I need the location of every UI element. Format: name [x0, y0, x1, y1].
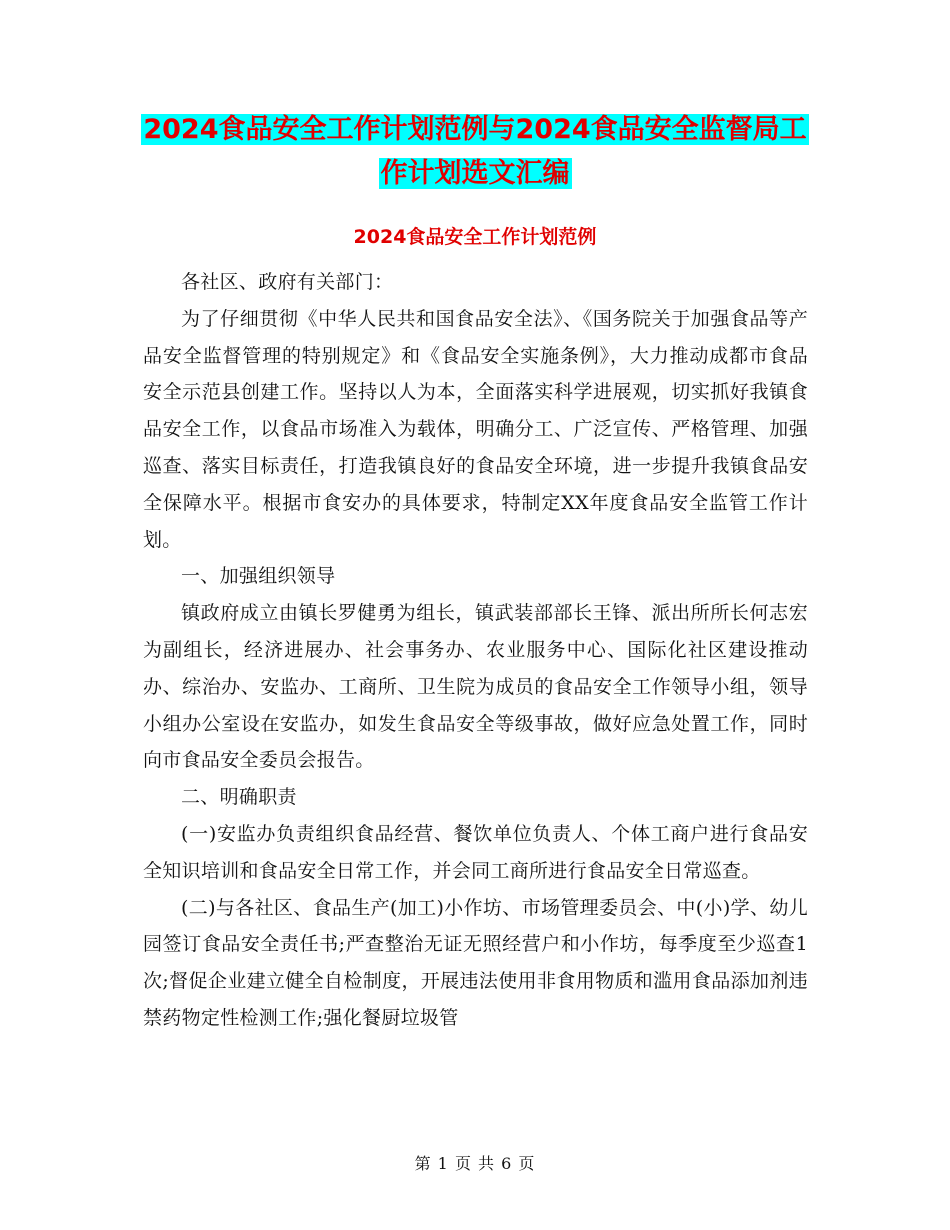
paragraph-responsibility-1: (一)安监办负责组织食品经营、餐饮单位负责人、个体工商户进行食品安全知识培训和食品安全日常工作，并会同工商所进行食品安全日常巡查。 [143, 822, 808, 882]
title-line-2: 作计划选文汇编 [380, 158, 570, 189]
paragraph-responsibility-2: (二)与各社区、食品生产(加工)小作坊、市场管理委员会、中(小)学、幼儿园签订食品安全责任书;严查整治无证无照经营户和小作坊，每季度至少巡查1次;督促企业建立健全自检制度，开展违法使用非食用物质和滥用食品添加剂违禁药物定性检测工作;强化餐厨垃圾管 [143, 896, 808, 1029]
heading-responsibilities: 二、明确职责 [181, 786, 297, 809]
paragraph-intro: 为了仔细贯彻《中华人民共和国食品安全法》、《国务院关于加强食品等产品安全监督管理的特别规定》和《食品安全实施条例》，大力推动成都市食品安全示范县创建工作。坚持以人为本，全面落实科学进展观，切实抓好我镇食品安全工作，以食品市场准入为载体，明确分工、广泛宣传、严格管理、加强巡查、落实目标责任，打造我镇良好的食品安全环境，进一步提升我镇食品安全保障水平。根据市食安办的具体要求，特制定XX年度食品安全监管工作计划。 [143, 307, 808, 551]
document-body [143, 264, 808, 1037]
paragraph-salutation: 各社区、政府有关部门： [181, 271, 394, 293]
document-title [0, 108, 950, 196]
section-title: 2024食品安全工作计划范例 [353, 226, 597, 248]
title-line-1: 2024食品安全工作计划范例与2024食品安全监督局工 [143, 114, 807, 145]
paragraph-organization: 镇政府成立由镇长罗健勇为组长，镇武装部部长王锋、派出所所长何志宏为副组长，经济进展办、社会事务办、农业服务中心、国际化社区建设推动办、综治办、安监办、工商所、卫生院为成员的食品安全工作领导小组，领导小组办公室设在安监办，如发生食品安全等级事故，做好应急处置工作，同时向市食品安全委员会报告。 [143, 602, 808, 772]
page-footer: 第 1 页 共 6 页 [414, 1154, 536, 1173]
heading-organization: 一、加强组织领导 [181, 565, 336, 588]
